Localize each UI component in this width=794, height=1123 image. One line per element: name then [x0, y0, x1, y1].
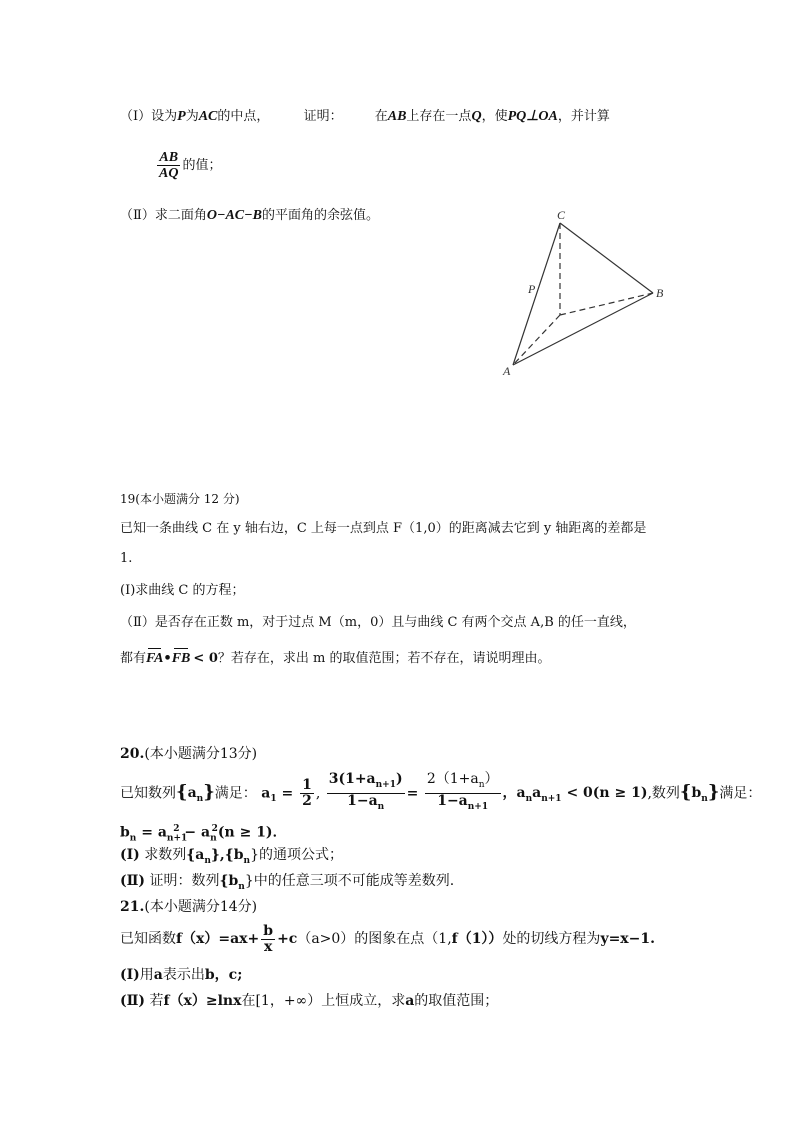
text: ，并计算 [557, 109, 610, 124]
minus: − a [179, 824, 211, 841]
q20-line1: 已知数列$\{a_n\}$满足： $a_1$ = $\frac{1}{2}$ , $\frac{3(1+a_{n+1})}{1-a_n}$ = $\frac{2(1+a_n)}{1-a_{n+1}}$ ，$a_na_{n+1} < 0(n \ge 1)$,数列$\{b_n\}$满足： [120, 772, 761, 816]
label-c: C [557, 208, 566, 222]
part-label: (Ⅰ) [120, 847, 140, 863]
product: a [532, 785, 542, 802]
part-label: (Ⅱ) [120, 993, 146, 1009]
q19-part2: （Ⅱ）是否存在正数 m，对于过点 M（m，0）且与曲线 C 有两个交点 A,B 的任一直线， [120, 615, 636, 630]
inequality: f（x）≥lnx [163, 993, 242, 1009]
subscript: n [377, 801, 385, 812]
q19-line1b: 1. [120, 551, 133, 566]
text: 已知数列 [120, 785, 176, 802]
label-p: P [528, 282, 536, 296]
a1: a [261, 785, 271, 802]
text: 上存在一点 [406, 109, 472, 124]
condition: < 0(n ≥ 1) [561, 785, 648, 802]
text: 表示出 [162, 967, 205, 983]
text: 求数列 [144, 847, 187, 863]
brace: } [203, 781, 215, 803]
part-label: (Ⅰ) [120, 967, 140, 983]
text: 为 [185, 109, 199, 124]
text: 的取值范围； [414, 993, 499, 1009]
subscript: n [196, 794, 204, 805]
text: 处的切线方程为 [502, 931, 601, 947]
dihedral-expr: O−AC−B [206, 208, 262, 223]
vector-fb: FB [171, 651, 191, 666]
one-half-fraction [300, 778, 314, 809]
comma: , [315, 785, 321, 802]
text: 都有 [120, 651, 147, 666]
frac-den: AQ [159, 166, 179, 181]
text: 在[1，+∞）上恒成立，求 [241, 993, 406, 1009]
text: }中的任意三项不可能成等差数列. [244, 873, 455, 889]
subscript: n+1 [375, 779, 396, 790]
product: ，a [502, 785, 526, 802]
q19-line1: 已知一条曲线 C 在 y 轴右边，C 上每一点到点 F（1,0）的距离减去它到 y 轴距离的差都是 [120, 521, 647, 536]
f-of-1: f（1）） [451, 931, 503, 947]
q21-part2 [120, 992, 498, 1010]
segment-ab: AB [387, 109, 407, 124]
q20-number: 20. [120, 746, 145, 762]
frac-den: 1−a [347, 792, 378, 809]
point-p: P [177, 109, 186, 124]
frac-num: 1 [302, 776, 312, 793]
superscript: 2 [211, 824, 218, 834]
var-a: a [153, 967, 163, 983]
label-a: A [503, 364, 511, 378]
label-b: B [656, 286, 664, 300]
text: 用 [139, 967, 154, 983]
recurrence-fraction-2 [425, 772, 501, 815]
vector-fa: FA [146, 651, 164, 666]
subscript: n+1 [166, 833, 188, 844]
dot-operator: • [163, 651, 172, 666]
subscript: n [238, 881, 245, 892]
q18-part2-line [120, 207, 379, 225]
text: 若 [149, 993, 164, 1009]
q20-part1 [120, 846, 343, 870]
ab-over-aq-fraction [157, 150, 180, 181]
subscript: n [525, 794, 533, 805]
edge-cb [560, 223, 653, 293]
q21-title [120, 898, 257, 916]
vars-bc: b，c; [204, 967, 243, 983]
frac-num: AB [157, 150, 180, 166]
q18-part1-line [120, 108, 610, 126]
frac-den: x [263, 938, 273, 955]
subscript: n [243, 855, 251, 866]
text: (本小题满分13分) [144, 746, 258, 762]
b-over-x-fraction [261, 924, 275, 955]
text: (本小题满分14分) [144, 899, 258, 915]
subscript: n+1 [541, 794, 562, 805]
q20-line2 [120, 820, 287, 847]
seq: {b [219, 873, 239, 889]
paren: ） [484, 771, 499, 787]
equals: = [276, 785, 299, 802]
edge-oa-hidden [513, 315, 560, 365]
edge-ab [513, 293, 653, 365]
q21-number: 21. [120, 899, 145, 915]
q19-title: 19(本小题满分 12 分) [120, 492, 240, 506]
q19-part2b [120, 650, 550, 668]
perp-expr: PQ⊥OA [507, 109, 558, 124]
tangent-line: y=x−1. [600, 931, 655, 947]
subscript: n+1 [467, 801, 489, 812]
plus-c: +c [277, 931, 298, 947]
part-label: (Ⅱ) [120, 873, 146, 889]
seq: {a [186, 847, 205, 863]
subscript: 1 [270, 794, 277, 805]
q18-part1-label: （Ⅰ）设为 [120, 109, 178, 124]
equals: = a [136, 824, 167, 841]
text: 证明：数列 [149, 873, 220, 889]
edge-ca [513, 223, 560, 365]
subscript: n [701, 794, 708, 805]
superscript: 2 [173, 824, 180, 834]
text: （a>0）的图象在点（1, [297, 931, 452, 947]
subscript: n [204, 855, 211, 866]
paren: ) [396, 771, 403, 787]
q21-line1 [120, 922, 655, 956]
frac-den: 1−a [437, 792, 468, 809]
text: ，使 [481, 109, 508, 124]
text: ,数列 [647, 785, 680, 802]
q21-part1 [120, 966, 242, 984]
frac-num: 3(1+a [328, 771, 376, 787]
frac-den: 2 [302, 792, 312, 809]
text: 的值； [182, 158, 222, 173]
proof-word: 证明： [303, 109, 343, 124]
recurrence-fraction-1 [327, 772, 405, 815]
brace: { [176, 781, 188, 803]
text: }的通项公式； [250, 847, 344, 863]
q18-part2-label: （Ⅱ）求二面角 [120, 208, 207, 223]
q20-part2 [120, 872, 454, 896]
condition: (n ≥ 1) [217, 824, 273, 841]
inequality: < 0 [193, 651, 218, 666]
b-n: b [120, 824, 130, 841]
subscript: n [478, 779, 485, 790]
frac-num: b [263, 922, 274, 939]
edge-ob-hidden [560, 293, 653, 315]
function-expr: =ax+ [218, 931, 260, 947]
text: 已知函数 [120, 931, 176, 947]
text: 的中点， [217, 109, 270, 124]
text: 满足： [214, 785, 257, 802]
point-q: Q [471, 109, 482, 124]
frac-num: 2（1+a [426, 771, 479, 787]
text: ？若存在，求出 m 的取值范围；若不存在，请说明理由。 [217, 651, 551, 666]
segment-ac: AC [198, 109, 218, 124]
text: 的平面角的余弦值。 [261, 208, 379, 223]
q19-part1: (Ⅰ)求曲线 C 的方程； [120, 583, 245, 598]
var-a: a [405, 993, 415, 1009]
q18-fraction-line [155, 150, 221, 181]
q20-title [120, 745, 257, 763]
text: 在 [374, 109, 388, 124]
subscript: n [210, 833, 217, 844]
subscript: n [129, 833, 137, 844]
function-f: f（x） [176, 931, 219, 947]
tetrahedron-figure [495, 205, 675, 380]
seq: },{b [210, 847, 244, 863]
period: ． [272, 824, 287, 841]
